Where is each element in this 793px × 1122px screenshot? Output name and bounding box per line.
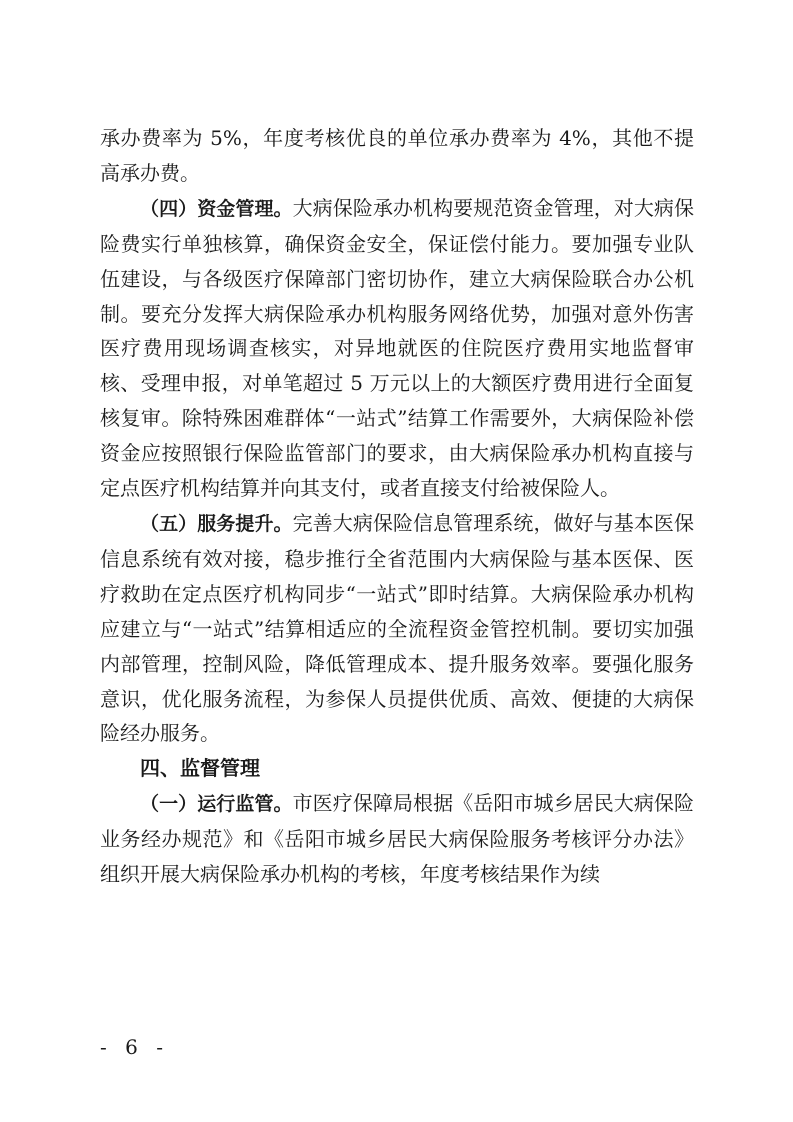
heading-supervision: 四、监督管理 bbox=[140, 756, 260, 781]
paragraph-continuation: 承办费率为 5%，年度考核优良的单位承办费率为 4%，其他不提高承办费。 bbox=[100, 126, 694, 185]
section-text-service-improvement: 完善大病保险信息管理系统，做好与基本医保信息系统有效对接，稳步推行全省范围内大病保险与基本医保、医疗救助在定点医疗机构同步“一站式”即时结算。大病保险承办机构应建立与“一站式”结算相适应的全流程资金管控机制。要切实加强内部管理，控制风险，降低管理成本、提升服务效率。要强化服务意识，优化服务流程，为参保人员提供优质、高效、便捷的大病保险经办服务。 bbox=[100, 510, 694, 746]
section-text-operation-supervision: 市医疗保障局根据《岳阳市城乡居民大病保险业务经办规范》和《岳阳市城乡居民大病保险服务考核评分办法》组织开展大病保险承办机构的考核，年度考核结果作为续 bbox=[100, 791, 694, 887]
page-number: - 6 - bbox=[100, 1035, 169, 1059]
paragraph-operation-supervision bbox=[100, 786, 694, 892]
section-label-operation-supervision: （一）运行监管。 bbox=[140, 793, 293, 816]
section-text-fund-management: 大病保险承办机构要规范资金管理，对大病保险费实行单独核算，确保资金安全，保证偿付能力。要加强专业队伍建设，与各级医疗保障部门密切协作，建立大病保险联合办公机制。要充分发挥大病保险承办机构服务网络优势，加强对意外伤害医疗费用现场调查核实，对异地就医的住院医疗费用实地监督审核、受理申报，对单笔超过 5 万元以上的大额医疗费用进行全面复核复审。除特殊困难群体“一站式”结算工作需要外，大病保险补偿资金应按照银行保险监管部门的要求，由大病保险承办机构直接与定点医疗机构结算并向其支付，或者直接支付给被保险人。 bbox=[100, 195, 694, 501]
paragraph-service-improvement bbox=[100, 506, 694, 751]
section-label-fund-management: （四）资金管理。 bbox=[140, 197, 293, 220]
section-label-service-improvement: （五）服务提升。 bbox=[140, 512, 293, 535]
paragraph-fund-management bbox=[100, 191, 694, 506]
body-text bbox=[100, 121, 694, 892]
